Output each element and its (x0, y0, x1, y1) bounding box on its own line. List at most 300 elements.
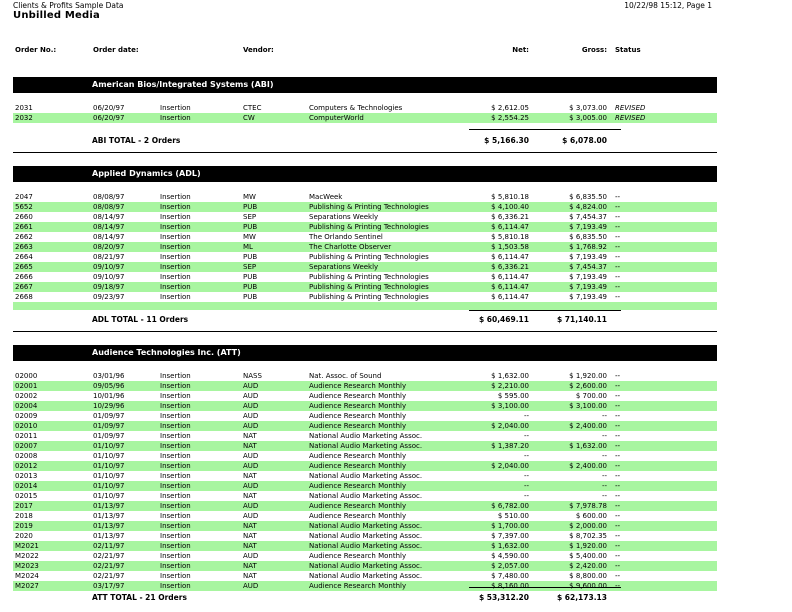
gross-amount: $ 4,824.00 (569, 203, 607, 211)
order-type: Insertion (160, 422, 191, 430)
order-type: Insertion (160, 213, 191, 221)
status: -- (615, 273, 621, 281)
order-date: 08/14/97 (93, 213, 125, 221)
order-no: M2023 (15, 562, 39, 570)
status: -- (615, 263, 621, 271)
order-type: Insertion (160, 114, 191, 122)
table-row (13, 252, 717, 262)
vendor-code: AUD (243, 552, 259, 560)
order-date: 01/13/97 (93, 522, 125, 530)
subtotal-rule (543, 129, 621, 130)
order-date: 08/14/97 (93, 233, 125, 241)
net-amount: $ 6,114.47 (491, 273, 529, 281)
order-no: M2024 (15, 572, 39, 580)
order-type: Insertion (160, 283, 191, 291)
vendor-name: National Audio Marketing Assoc. (309, 432, 423, 440)
status: -- (615, 203, 621, 211)
total-label: ADL TOTAL - 11 Orders (92, 315, 189, 324)
gross-amount: $ 7,978.78 (569, 502, 607, 510)
vendor-code: AUD (243, 392, 259, 400)
vendor-code: ML (243, 243, 253, 251)
gross-amount: $ 9,600.00 (569, 582, 607, 590)
vendor-code: AUD (243, 452, 259, 460)
table-row (13, 212, 717, 222)
table-row (13, 451, 717, 461)
table-row (13, 461, 717, 471)
order-no: 02014 (15, 482, 38, 490)
order-type: Insertion (160, 193, 191, 201)
table-row (13, 242, 717, 252)
order-no: 02007 (15, 442, 38, 450)
table-row (13, 421, 717, 431)
order-no: 2668 (15, 293, 33, 301)
vendor-code: SEP (243, 213, 257, 221)
subtotal-rule (469, 310, 543, 311)
status: -- (615, 582, 621, 590)
order-type: Insertion (160, 452, 191, 460)
table-row (13, 561, 717, 571)
vendor-code: AUD (243, 582, 259, 590)
gross-amount: $ 7,193.49 (569, 253, 607, 261)
vendor-code: NAT (243, 532, 257, 540)
net-amount: -- (523, 482, 529, 490)
status: -- (615, 502, 621, 510)
order-date: 01/13/97 (93, 502, 125, 510)
vendor-name: Publishing & Printing Technologies (309, 203, 429, 211)
order-type: Insertion (160, 253, 191, 261)
status: -- (615, 213, 621, 221)
net-amount: $ 1,632.00 (491, 372, 529, 380)
table-row (13, 541, 717, 551)
gross-amount: $ 2,400.00 (569, 462, 607, 470)
gross-amount: -- (601, 452, 607, 460)
status: -- (615, 452, 621, 460)
net-amount: $ 6,114.47 (491, 223, 529, 231)
order-date: 02/11/97 (93, 542, 125, 550)
column-header-gross: Gross: (581, 46, 607, 54)
vendor-name: Audience Research Monthly (309, 582, 407, 590)
subtotal-rule (469, 587, 543, 588)
vendor-name: Audience Research Monthly (309, 382, 407, 390)
group-header: Audience Technologies Inc. (ATT) (13, 345, 717, 361)
gross-amount: $ 2,400.00 (569, 422, 607, 430)
order-type: Insertion (160, 293, 191, 301)
status: -- (615, 462, 621, 470)
vendor-code: NAT (243, 522, 257, 530)
status: -- (615, 522, 621, 530)
vendor-name: Audience Research Monthly (309, 402, 407, 410)
group-total-row (13, 592, 717, 604)
vendor-code: PUB (243, 293, 258, 301)
vendor-name: ComputerWorld (309, 114, 364, 122)
net-amount: $ 2,554.25 (491, 114, 529, 122)
table-row (13, 431, 717, 441)
order-no: 2666 (15, 273, 33, 281)
gross-amount: $ 7,454.37 (569, 213, 607, 221)
order-no: 2017 (15, 502, 33, 510)
order-date: 01/13/97 (93, 532, 125, 540)
order-no: M2022 (15, 552, 39, 560)
order-type: Insertion (160, 542, 191, 550)
status: -- (615, 402, 621, 410)
column-header-vendor: Vendor: (243, 46, 274, 54)
vendor-name: Publishing & Printing Technologies (309, 283, 429, 291)
order-type: Insertion (160, 402, 191, 410)
order-type: Insertion (160, 273, 191, 281)
status: -- (615, 542, 621, 550)
vendor-name: Publishing & Printing Technologies (309, 223, 429, 231)
group-total-row (13, 314, 717, 326)
net-amount: -- (523, 472, 529, 480)
net-amount: $ 6,114.47 (491, 293, 529, 301)
vendor-code: AUD (243, 412, 259, 420)
order-no: 02012 (15, 462, 38, 470)
order-no: 02001 (15, 382, 38, 390)
order-date: 08/08/97 (93, 203, 125, 211)
order-type: Insertion (160, 442, 191, 450)
gross-amount: $ 7,193.49 (569, 223, 607, 231)
order-date: 09/23/97 (93, 293, 125, 301)
vendor-name: The Charlotte Observer (309, 243, 392, 251)
vendor-code: AUD (243, 512, 259, 520)
net-amount: $ 4,100.40 (491, 203, 529, 211)
group-header: American Bios/Integrated Systems (ABI) (13, 77, 717, 93)
status: -- (615, 293, 621, 301)
status: REVISED (615, 104, 646, 112)
group-separator (13, 331, 717, 332)
table-row (13, 192, 717, 202)
order-type: Insertion (160, 203, 191, 211)
net-amount: $ 1,632.00 (491, 542, 529, 550)
order-date: 01/09/97 (93, 422, 125, 430)
order-no: 5652 (15, 203, 33, 211)
order-date: 08/08/97 (93, 193, 125, 201)
status: REVISED (615, 114, 646, 122)
gross-amount: $ 600.00 (575, 512, 607, 520)
order-type: Insertion (160, 582, 191, 590)
total-label: ABI TOTAL - 2 Orders (92, 136, 181, 145)
total-net: $ 60,469.11 (478, 315, 529, 324)
vendor-code: NASS (243, 372, 262, 380)
gross-amount: $ 1,920.00 (569, 372, 607, 380)
row-spacer (13, 302, 717, 310)
order-type: Insertion (160, 472, 191, 480)
vendor-code: SEP (243, 263, 257, 271)
order-type: Insertion (160, 243, 191, 251)
total-gross: $ 62,173.13 (556, 593, 607, 602)
gross-amount: $ 8,702.35 (569, 532, 607, 540)
order-date: 08/21/97 (93, 253, 125, 261)
order-type: Insertion (160, 562, 191, 570)
order-type: Insertion (160, 532, 191, 540)
order-type: Insertion (160, 522, 191, 530)
net-amount: $ 6,336.21 (491, 263, 529, 271)
net-amount: $ 595.00 (497, 392, 529, 400)
order-type: Insertion (160, 104, 191, 112)
vendor-code: AUD (243, 502, 259, 510)
status: -- (615, 442, 621, 450)
column-header-order-no: Order No.: (15, 46, 57, 54)
vendor-code: MW (243, 193, 256, 201)
status: -- (615, 382, 621, 390)
column-header-net: Net: (512, 46, 529, 54)
vendor-name: Separations Weekly (309, 213, 379, 221)
vendor-code: NAT (243, 472, 257, 480)
order-date: 02/21/97 (93, 552, 125, 560)
vendor-name: Audience Research Monthly (309, 462, 407, 470)
vendor-code: PUB (243, 203, 258, 211)
table-row (13, 501, 717, 511)
order-no: 02015 (15, 492, 38, 500)
table-row (13, 202, 717, 212)
order-no: 2663 (15, 243, 33, 251)
gross-amount: -- (601, 432, 607, 440)
vendor-name: Audience Research Monthly (309, 552, 407, 560)
order-no: 2018 (15, 512, 33, 520)
order-date: 03/01/96 (93, 372, 125, 380)
vendor-code: PUB (243, 223, 258, 231)
order-date: 09/10/97 (93, 273, 125, 281)
net-amount: $ 2,612.05 (491, 104, 529, 112)
order-type: Insertion (160, 263, 191, 271)
vendor-name: National Audio Marketing Assoc. (309, 562, 423, 570)
net-amount: -- (523, 412, 529, 420)
order-date: 10/01/96 (93, 392, 125, 400)
gross-amount: -- (601, 412, 607, 420)
gross-amount: $ 6,835.50 (569, 193, 607, 201)
net-amount: $ 2,057.00 (491, 562, 529, 570)
status: -- (615, 193, 621, 201)
net-amount: -- (523, 432, 529, 440)
vendor-name: MacWeek (309, 193, 343, 201)
vendor-name: Audience Research Monthly (309, 502, 407, 510)
order-date: 09/05/96 (93, 382, 125, 390)
table-row (13, 371, 717, 381)
net-amount: $ 8,160.00 (491, 582, 529, 590)
group-header: Applied Dynamics (ADL) (13, 166, 717, 182)
order-no: 02009 (15, 412, 38, 420)
table-row (13, 471, 717, 481)
vendor-code: NAT (243, 562, 257, 570)
table-row (13, 441, 717, 451)
gross-amount: $ 3,073.00 (569, 104, 607, 112)
gross-amount: $ 2,000.00 (569, 522, 607, 530)
vendor-name: Audience Research Monthly (309, 482, 407, 490)
table-row (13, 581, 717, 591)
order-no: 2661 (15, 223, 33, 231)
vendor-name: National Audio Marketing Assoc. (309, 532, 423, 540)
net-amount: $ 6,114.47 (491, 253, 529, 261)
table-row (13, 521, 717, 531)
table-row (13, 282, 717, 292)
order-no: 2020 (15, 532, 33, 540)
table-row (13, 292, 717, 302)
order-date: 02/21/97 (93, 572, 125, 580)
order-no: 02004 (15, 402, 38, 410)
vendor-code: PUB (243, 273, 258, 281)
vendor-name: Audience Research Monthly (309, 422, 407, 430)
vendor-name: Audience Research Monthly (309, 512, 407, 520)
vendor-name: National Audio Marketing Assoc. (309, 522, 423, 530)
gross-amount: -- (601, 492, 607, 500)
order-type: Insertion (160, 392, 191, 400)
order-no: 2662 (15, 233, 33, 241)
table-row (13, 103, 717, 113)
order-type: Insertion (160, 512, 191, 520)
order-type: Insertion (160, 492, 191, 500)
table-row (13, 232, 717, 242)
net-amount: $ 1,387.20 (491, 442, 529, 450)
order-no: 02013 (15, 472, 38, 480)
table-row (13, 511, 717, 521)
vendor-name: Separations Weekly (309, 263, 379, 271)
vendor-name: Publishing & Printing Technologies (309, 253, 429, 261)
net-amount: $ 4,590.00 (491, 552, 529, 560)
vendor-name: Audience Research Monthly (309, 392, 407, 400)
gross-amount: $ 6,835.50 (569, 233, 607, 241)
order-no: 02011 (15, 432, 38, 440)
net-amount: $ 6,336.21 (491, 213, 529, 221)
status: -- (615, 432, 621, 440)
net-amount: $ 5,810.18 (491, 233, 529, 241)
vendor-code: NAT (243, 432, 257, 440)
net-amount: $ 2,040.00 (491, 462, 529, 470)
order-no: M2021 (15, 542, 39, 550)
gross-amount: $ 8,800.00 (569, 572, 607, 580)
status: -- (615, 392, 621, 400)
net-amount: $ 7,397.00 (491, 532, 529, 540)
order-date: 01/10/97 (93, 452, 125, 460)
gross-amount: $ 7,193.49 (569, 283, 607, 291)
total-gross: $ 6,078.00 (562, 136, 607, 145)
net-amount: $ 5,810.18 (491, 193, 529, 201)
order-no: 02008 (15, 452, 38, 460)
table-row (13, 411, 717, 421)
order-type: Insertion (160, 432, 191, 440)
gross-amount: $ 5,400.00 (569, 552, 607, 560)
status: -- (615, 422, 621, 430)
order-no: 2665 (15, 263, 33, 271)
subtotal-rule (543, 587, 621, 588)
status: -- (615, 283, 621, 291)
gross-amount: $ 7,193.49 (569, 293, 607, 301)
order-date: 03/17/97 (93, 582, 125, 590)
order-date: 09/10/97 (93, 263, 125, 271)
order-no: 2019 (15, 522, 33, 530)
status: -- (615, 223, 621, 231)
vendor-code: AUD (243, 482, 259, 490)
total-net: $ 5,166.30 (484, 136, 529, 145)
table-row (13, 531, 717, 541)
order-no: M2027 (15, 582, 39, 590)
vendor-code: PUB (243, 283, 258, 291)
status: -- (615, 233, 621, 241)
order-type: Insertion (160, 412, 191, 420)
report-title: Clients & Profits Sample Data (13, 1, 124, 10)
vendor-name: National Audio Marketing Assoc. (309, 542, 423, 550)
vendor-name: National Audio Marketing Assoc. (309, 472, 423, 480)
gross-amount: $ 1,632.00 (569, 442, 607, 450)
order-date: 01/09/97 (93, 432, 125, 440)
order-date: 01/10/97 (93, 472, 125, 480)
order-type: Insertion (160, 382, 191, 390)
order-type: Insertion (160, 233, 191, 241)
order-date: 10/29/96 (93, 402, 125, 410)
vendor-name: Audience Research Monthly (309, 412, 407, 420)
gross-amount: $ 2,600.00 (569, 382, 607, 390)
vendor-code: NAT (243, 572, 257, 580)
status: -- (615, 253, 621, 261)
order-date: 09/18/97 (93, 283, 125, 291)
gross-amount: $ 7,454.37 (569, 263, 607, 271)
order-type: Insertion (160, 502, 191, 510)
gross-amount: $ 7,193.49 (569, 273, 607, 281)
status: -- (615, 243, 621, 251)
order-type: Insertion (160, 223, 191, 231)
vendor-name: Publishing & Printing Technologies (309, 293, 429, 301)
vendor-code: NAT (243, 492, 257, 500)
gross-amount: $ 3,100.00 (569, 402, 607, 410)
order-no: 2667 (15, 283, 33, 291)
order-type: Insertion (160, 572, 191, 580)
status: -- (615, 512, 621, 520)
subtotal-rule (469, 129, 543, 130)
order-date: 02/21/97 (93, 562, 125, 570)
table-row (13, 481, 717, 491)
order-type: Insertion (160, 462, 191, 470)
net-amount: $ 3,100.00 (491, 402, 529, 410)
status: -- (615, 552, 621, 560)
vendor-name: Publishing & Printing Technologies (309, 273, 429, 281)
order-no: 02000 (15, 372, 38, 380)
order-type: Insertion (160, 552, 191, 560)
table-row (13, 262, 717, 272)
gross-amount: -- (601, 482, 607, 490)
order-date: 06/20/97 (93, 114, 125, 122)
net-amount: -- (523, 492, 529, 500)
net-amount: $ 7,480.00 (491, 572, 529, 580)
net-amount: $ 510.00 (497, 512, 529, 520)
status: -- (615, 562, 621, 570)
vendor-name: National Audio Marketing Assoc. (309, 572, 423, 580)
order-date: 01/10/97 (93, 482, 125, 490)
subtotal-rule (543, 310, 621, 311)
order-type: Insertion (160, 372, 191, 380)
order-date: 01/10/97 (93, 492, 125, 500)
vendor-code: AUD (243, 462, 259, 470)
order-date: 01/10/97 (93, 442, 125, 450)
order-no: 2047 (15, 193, 33, 201)
vendor-code: AUD (243, 382, 259, 390)
order-no: 2031 (15, 104, 33, 112)
vendor-code: NAT (243, 442, 257, 450)
total-label: ATT TOTAL - 21 Orders (92, 593, 187, 602)
net-amount: $ 1,700.00 (491, 522, 529, 530)
status: -- (615, 492, 621, 500)
order-date: 06/20/97 (93, 104, 125, 112)
vendor-name: National Audio Marketing Assoc. (309, 442, 423, 450)
net-amount: $ 1,503.58 (491, 243, 529, 251)
vendor-code: CW (243, 114, 255, 122)
gross-amount: $ 3,005.00 (569, 114, 607, 122)
table-row (13, 571, 717, 581)
table-row (13, 222, 717, 232)
status: -- (615, 572, 621, 580)
column-header-order-date: Order date: (93, 46, 139, 54)
vendor-name: National Audio Marketing Assoc. (309, 492, 423, 500)
net-amount: $ 6,114.47 (491, 283, 529, 291)
gross-amount: $ 1,920.00 (569, 542, 607, 550)
